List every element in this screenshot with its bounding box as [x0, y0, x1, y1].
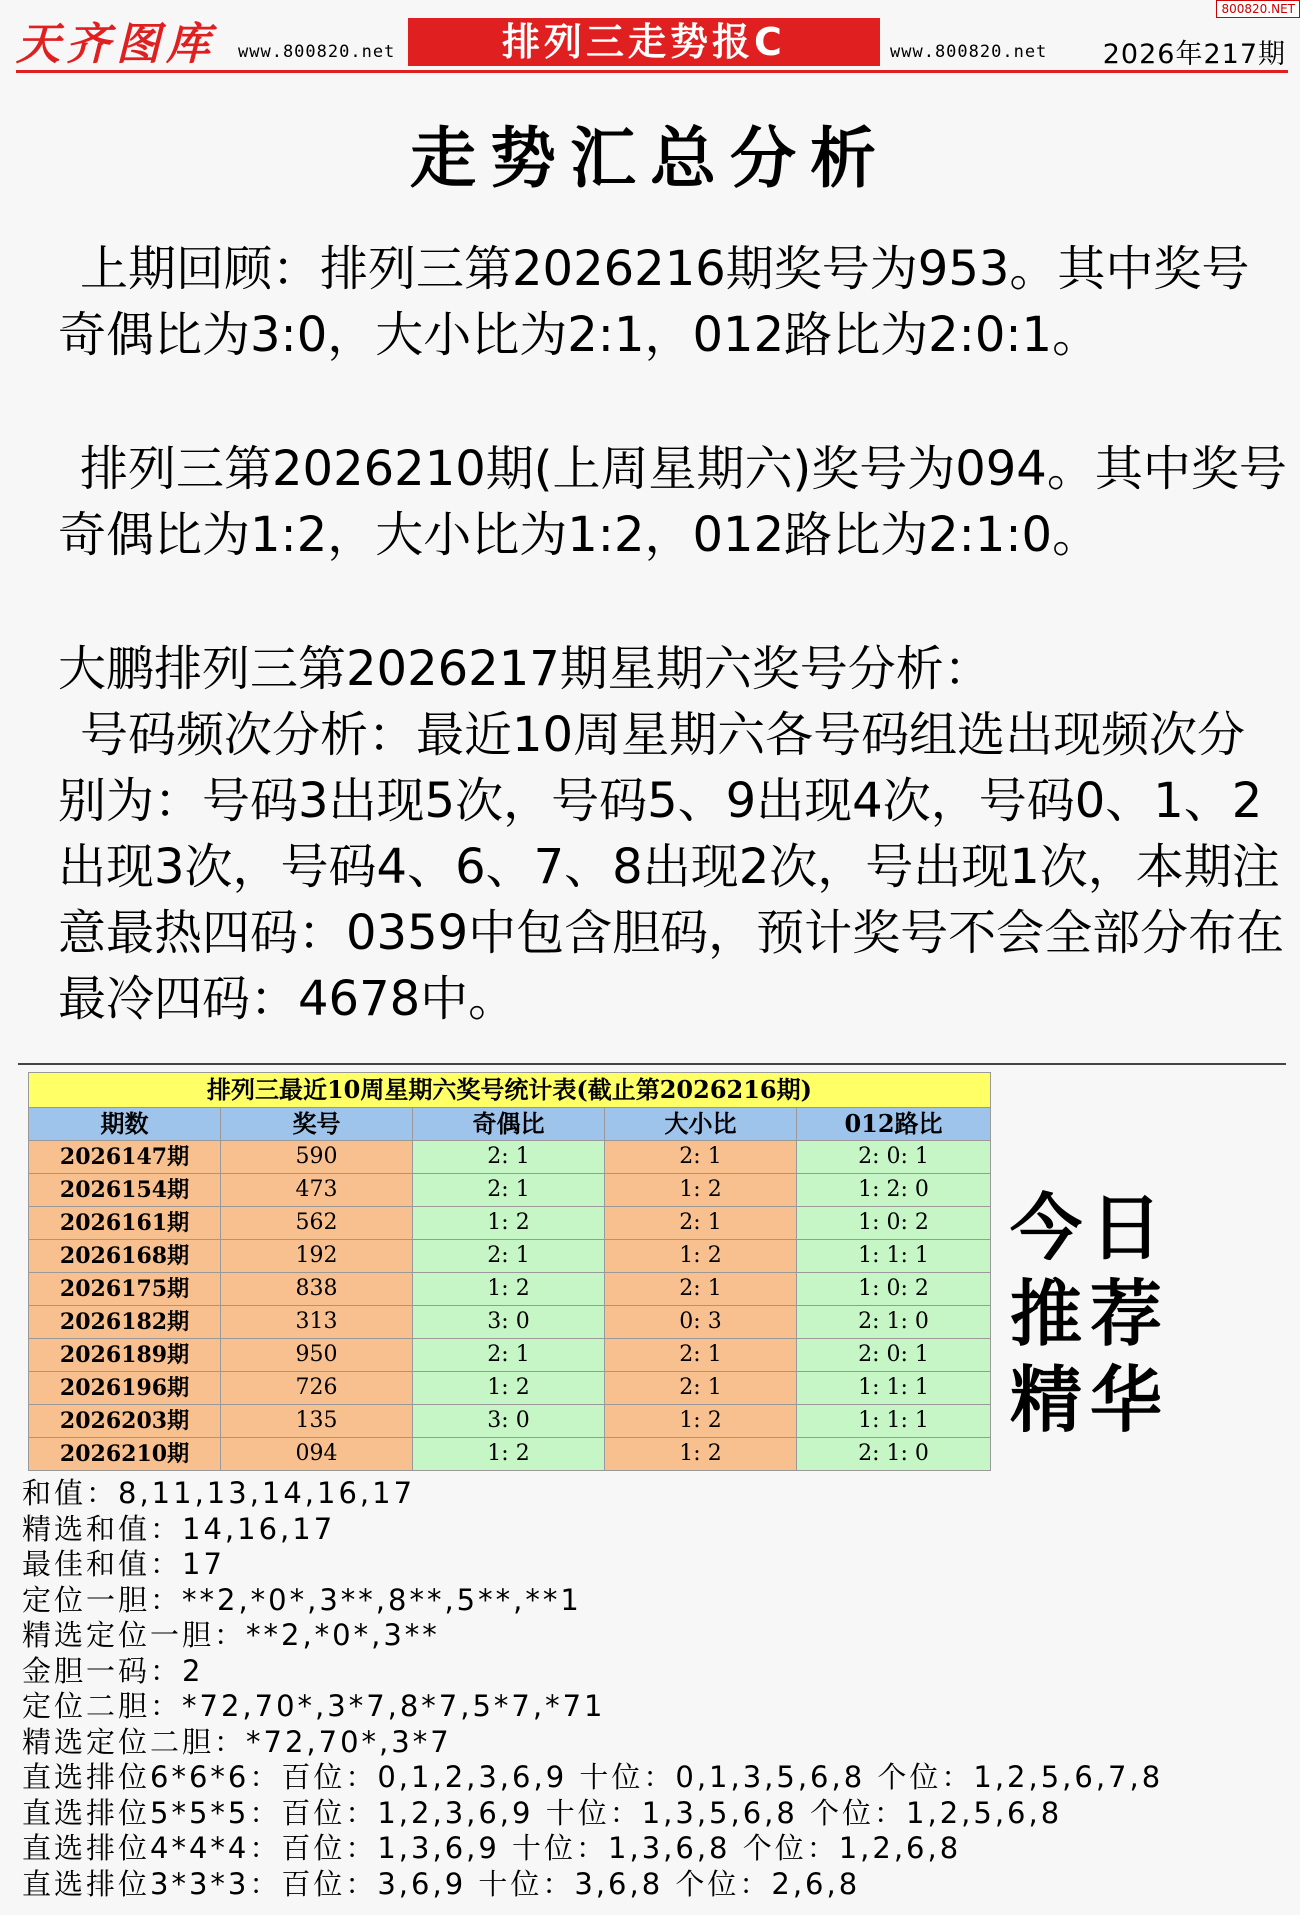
- last-saturday-review: 排列三第2026210期(上周星期六)奖号为094。其中奖号奇偶比为1:2，大小比为1:2，012路比为2:1:0。: [58, 441, 1287, 563]
- table-row: [29, 1174, 991, 1207]
- cell-period: 2026210期: [29, 1438, 221, 1471]
- cell-big-small: 2: 1: [605, 1207, 797, 1240]
- corner-site-tag: 800820.NET: [1216, 0, 1300, 18]
- brand-logo: 天齐图库: [16, 19, 216, 70]
- recommendation-line: 精选定位二胆：*72,70*,3*7: [22, 1724, 452, 1759]
- cell-012-route: 1: 0: 2: [797, 1273, 991, 1306]
- cell-big-small: 1: 2: [605, 1174, 797, 1207]
- cell-big-small: 2: 1: [605, 1339, 797, 1372]
- cell-period: 2026182期: [29, 1306, 221, 1339]
- cell-odd-even: 2: 1: [413, 1339, 605, 1372]
- cell-012-route: 1: 1: 1: [797, 1405, 991, 1438]
- statistics-table: [28, 1072, 991, 1471]
- table-row: [29, 1438, 991, 1471]
- cell-012-route: 2: 0: 1: [797, 1339, 991, 1372]
- table-row: [29, 1405, 991, 1438]
- side-label-line: 今日: [1010, 1186, 1171, 1270]
- recommendation-line: 和值：8,11,13,14,16,17: [22, 1476, 416, 1510]
- cell-big-small: 2: 1: [605, 1273, 797, 1306]
- recommendation-line: 直选排位3*3*3：百位：3,6,9 十位：3,6,8 个位：2,6,8: [22, 1866, 861, 1901]
- section-divider: [18, 1063, 1286, 1065]
- cell-odd-even: 2: 1: [413, 1141, 605, 1174]
- cell-big-small: 2: 1: [605, 1141, 797, 1174]
- recommendation-line: 精选定位一胆：**2,*0*,3**: [22, 1618, 440, 1652]
- recommendation-line: 直选排位4*4*4：百位：1,3,6,9 十位：1,3,6,8 个位：1,2,6,8: [22, 1831, 962, 1865]
- cell-012-route: 2: 1: 0: [797, 1438, 991, 1471]
- cell-draw-number: 562: [221, 1207, 413, 1240]
- cell-big-small: 0: 3: [605, 1306, 797, 1339]
- cell-odd-even: 1: 2: [413, 1438, 605, 1471]
- page-header: [16, 16, 1286, 76]
- previous-review: 上期回顾：排列三第2026216期奖号为953。其中奖号奇偶比为3:0，大小比为2:1，012路比为2:0:1。: [58, 241, 1250, 363]
- site-url-right: www.800820.net: [890, 42, 1048, 62]
- cell-012-route: 1: 2: 0: [797, 1174, 991, 1207]
- recommendation-line: 定位一胆：**2,*0*,3**,8**,5**,**1: [22, 1582, 582, 1617]
- table-row: [29, 1207, 991, 1240]
- report-title-band: 排列三走势报C: [408, 18, 880, 66]
- cell-period: 2026196期: [29, 1372, 221, 1405]
- column-header-period: 期数: [29, 1108, 221, 1141]
- column-header-012-route: 012路比: [797, 1108, 991, 1141]
- cell-012-route: 2: 1: 0: [797, 1306, 991, 1339]
- cell-012-route: 1: 0: 2: [797, 1207, 991, 1240]
- daily-picks-label: [1010, 1185, 1170, 1443]
- column-header-big-small: 大小比: [605, 1108, 797, 1141]
- cell-odd-even: 2: 1: [413, 1174, 605, 1207]
- table-body: [29, 1141, 991, 1471]
- cell-draw-number: 473: [221, 1174, 413, 1207]
- cell-draw-number: 313: [221, 1306, 413, 1339]
- table-caption: 排列三最近10周星期六奖号统计表(截止第2026216期): [29, 1073, 991, 1108]
- cell-odd-even: 2: 1: [413, 1240, 605, 1273]
- cell-draw-number: 726: [221, 1372, 413, 1405]
- side-label-line: 精华: [1010, 1358, 1171, 1442]
- side-label-line: 推荐: [1010, 1272, 1171, 1356]
- cell-period: 2026203期: [29, 1405, 221, 1438]
- recommendation-line: 直选排位5*5*5：百位：1,2,3,6,9 十位：1,3,5,6,8 个位：1,2,5,6,8: [22, 1795, 1063, 1830]
- cell-period: 2026189期: [29, 1339, 221, 1372]
- cell-period: 2026147期: [29, 1141, 221, 1174]
- issue-number: 2026年217期: [1102, 39, 1286, 70]
- recommendation-line: 精选和值：14,16,17: [22, 1511, 336, 1546]
- column-header-number: 奖号: [221, 1108, 413, 1141]
- cell-draw-number: 135: [221, 1405, 413, 1438]
- cell-big-small: 1: 2: [605, 1240, 797, 1273]
- cell-period: 2026168期: [29, 1240, 221, 1273]
- table-row: [29, 1240, 991, 1273]
- recommendation-line: 直选排位6*6*6：百位：0,1,2,3,6,9 十位：0,1,3,5,6,8 个位：1,2,5,6,7,8: [22, 1760, 1164, 1794]
- cell-draw-number: 590: [221, 1141, 413, 1174]
- table-header-row: [29, 1108, 991, 1141]
- cell-period: 2026154期: [29, 1174, 221, 1207]
- recommendation-line: 定位二胆：*72,70*,3*7,8*7,5*7,*71: [22, 1689, 606, 1723]
- cell-odd-even: 3: 0: [413, 1306, 605, 1339]
- cell-big-small: 1: 2: [605, 1405, 797, 1438]
- cell-period: 2026175期: [29, 1273, 221, 1306]
- cell-012-route: 1: 1: 1: [797, 1372, 991, 1405]
- table-row: [29, 1372, 991, 1405]
- table-row: [29, 1273, 991, 1306]
- site-url-left: www.800820.net: [238, 42, 396, 62]
- cell-012-route: 1: 1: 1: [797, 1240, 991, 1273]
- cell-odd-even: 1: 2: [413, 1273, 605, 1306]
- recommendation-line: 最佳和值：17: [22, 1547, 225, 1581]
- cell-012-route: 2: 0: 1: [797, 1141, 991, 1174]
- recommendation-line: 金胆一码：2: [22, 1653, 204, 1688]
- cell-draw-number: 192: [221, 1240, 413, 1273]
- cell-big-small: 1: 2: [605, 1438, 797, 1471]
- cell-draw-number: 094: [221, 1438, 413, 1471]
- table-row: [29, 1306, 991, 1339]
- cell-odd-even: 3: 0: [413, 1405, 605, 1438]
- column-header-odd-even: 奇偶比: [413, 1108, 605, 1141]
- cell-odd-even: 1: 2: [413, 1372, 605, 1405]
- page-title: 走势汇总分析: [410, 120, 890, 197]
- frequency-analysis: 号码频次分析：最近10周星期六各号码组选出现频次分别为：号码3出现5次，号码5、9出现4次，号码0、1、2出现3次，号码4、6、7、8出现2次，号出现1次，本期注意最热四码：0359中包含胆码，预计奖号不会全部分布在最冷四码：4678中。: [58, 707, 1285, 1027]
- cell-big-small: 2: 1: [605, 1372, 797, 1405]
- cell-period: 2026161期: [29, 1207, 221, 1240]
- header-divider: [16, 70, 1288, 73]
- cell-odd-even: 1: 2: [413, 1207, 605, 1240]
- cell-draw-number: 838: [221, 1273, 413, 1306]
- analysis-heading: 大鹏排列三第2026217期星期六奖号分析：: [58, 641, 992, 697]
- table-row: [29, 1339, 991, 1372]
- cell-draw-number: 950: [221, 1339, 413, 1372]
- table-row: [29, 1141, 991, 1174]
- recommendation-list: [22, 1476, 1292, 1902]
